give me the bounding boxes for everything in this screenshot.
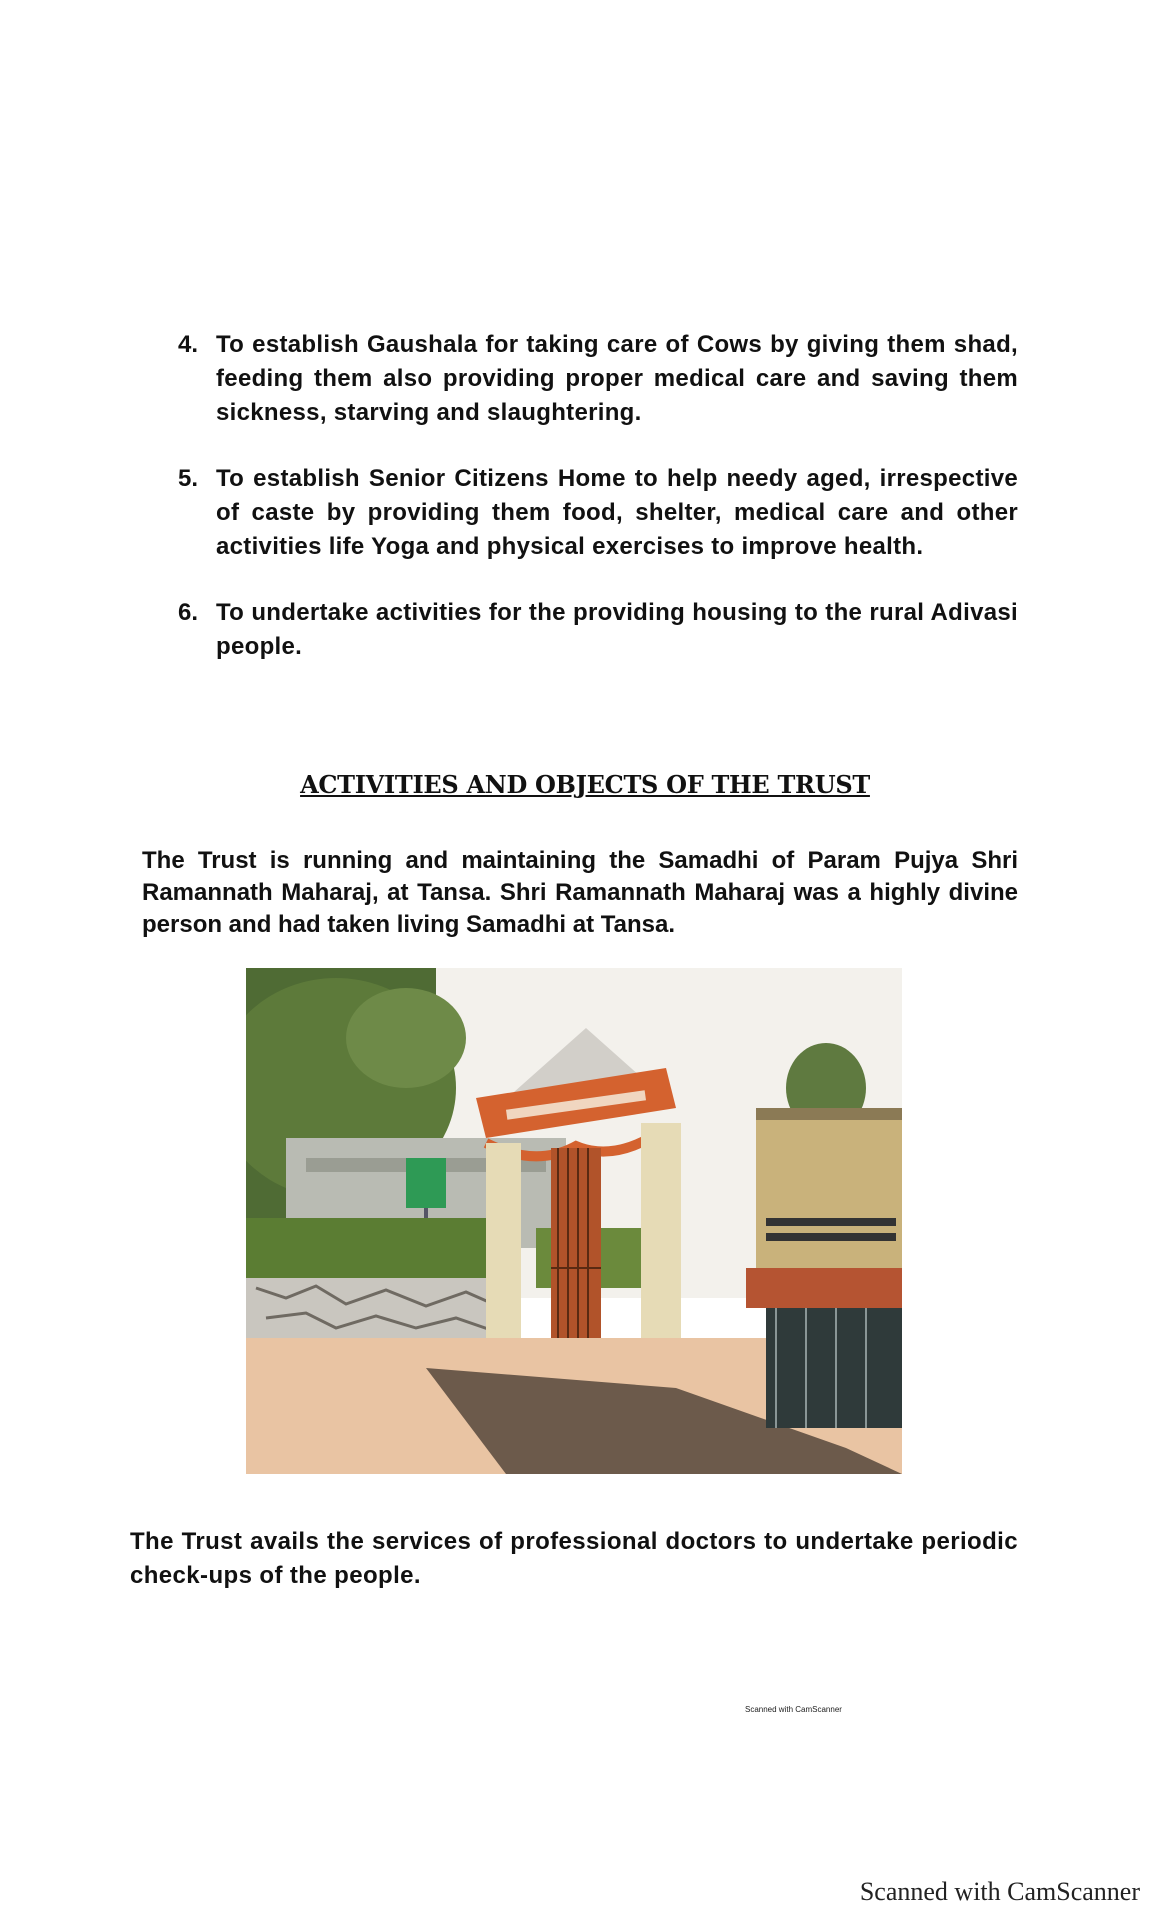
objective-number: 4. bbox=[178, 331, 199, 358]
footer-watermark: Scanned with CamScanner bbox=[859, 1877, 1140, 1906]
objectives-list bbox=[178, 328, 1018, 696]
objective-item bbox=[178, 596, 1018, 664]
doctors-paragraph: The Trust avails the services of professional doctors to undertake periodic check-ups of the people. bbox=[130, 1528, 1018, 1589]
objective-text: To establish Senior Citizens Home to help needy aged, irrespective of caste by providing them food, shelter, medical care and other activities life Yoga and physical exercises to improve health. bbox=[216, 465, 1018, 560]
samadhi-paragraph: The Trust is running and maintaining the Samadhi of Param Pujya Shri Ramannath Maharaj, at Tansa. Shri Ramannath Maharaj was a highly divine person and had taken living Samadhi at Tansa. bbox=[142, 847, 1018, 938]
objective-item bbox=[178, 328, 1018, 430]
objective-text: To establish Gaushala for taking care of Cows by giving them shad, feeding them also providing proper medical care and saving them sickness, starving and slaughtering. bbox=[216, 331, 1018, 426]
objective-text: To undertake activities for the providing housing to the rural Adivasi people. bbox=[216, 599, 1018, 660]
samadhi-gate-photo bbox=[246, 968, 902, 1474]
section-heading: ACTIVITIES AND OBJECTS OF THE TRUST bbox=[300, 770, 870, 799]
objective-item bbox=[178, 462, 1018, 564]
small-watermark: Scanned with CamScanner bbox=[745, 1705, 842, 1714]
objective-number: 6. bbox=[178, 599, 199, 626]
objective-number: 5. bbox=[178, 465, 199, 492]
